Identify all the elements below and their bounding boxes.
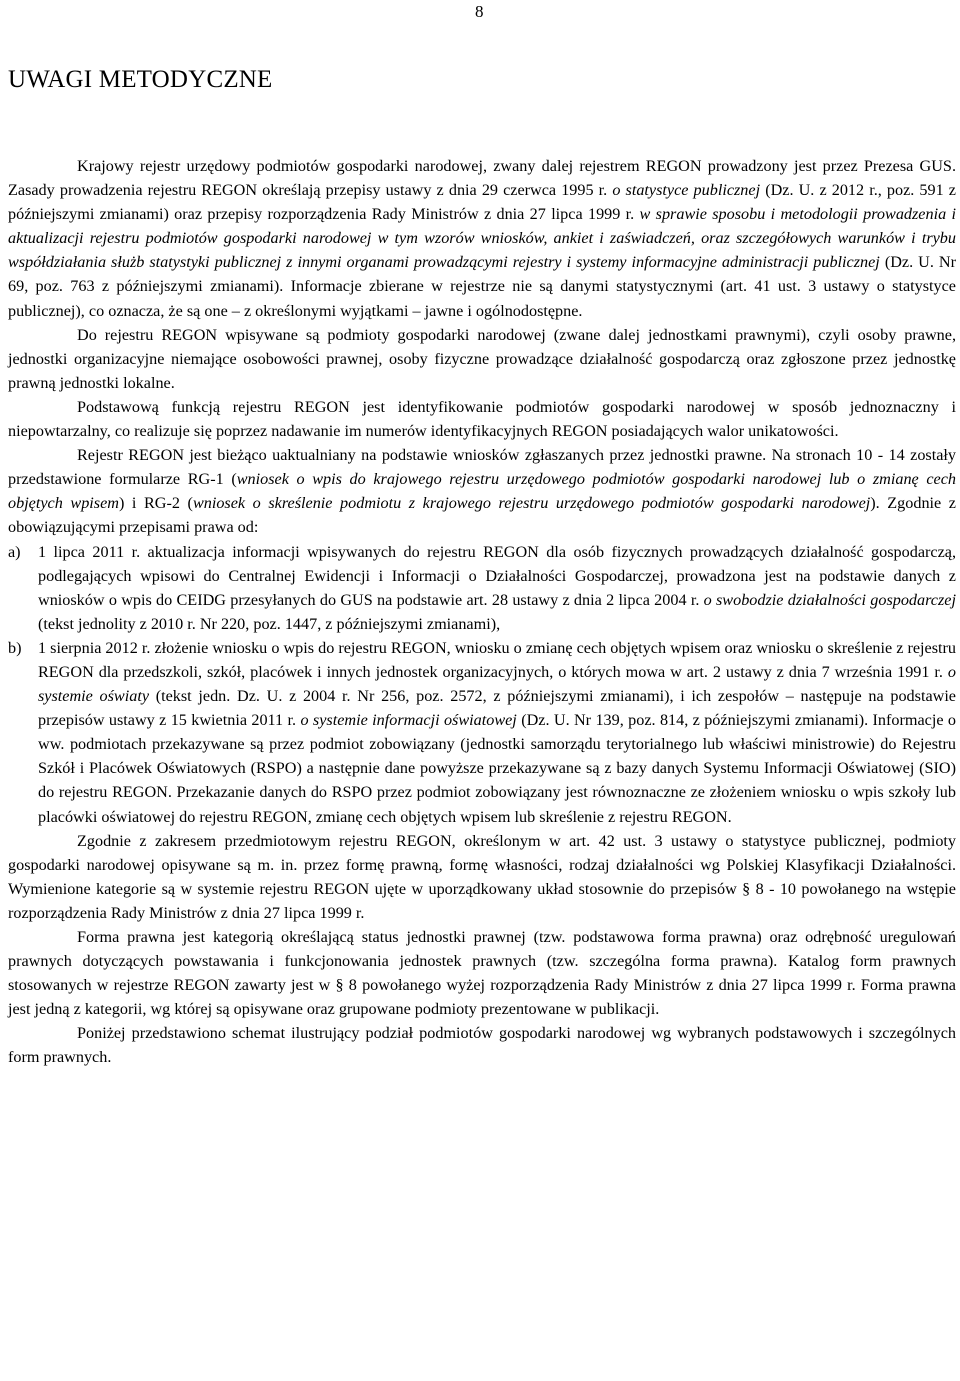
list-marker: a) — [8, 542, 21, 561]
list-marker: b) — [8, 638, 22, 657]
paragraph-legal-form: Forma prawna jest kategorią określającą status jednostki prawnej (tzw. podstawowa forma prawna) oraz odrębność uregulowań prawnych dotyczących powstawania i funkcjonowania jednostek prawnych (tzw. szczególna forma prawna). Katalog form prawnych stosowanych w rejestrze REGON zawarty jest w § 8 powołanego wyżej rozporządzenia Rady Ministrów z dnia 27 lipca 1999 r. Forma prawna jest jedną z kategorii, wg której są opisywane oraz grupowane podmioty prezentowane w publikacji. — [8, 928, 956, 1019]
paragraph-regon-intro: Krajowy rejestr urzędowy podmiotów gospodarki narodowej, zwany dalej rejestrem REGON prowadzony jest przez Prezesa GUS. Zasady prowadzenia rejestru REGON określają przepisy ustawy z dnia 29 czerwca 1995 r. o statystyce publicznej (Dz. U. z 2012 r., poz. 591 z późniejszymi zmianami) oraz przepisy rozporządzenia Rady Ministrów z dnia 27 lipca 1999 r. w sprawie sposobu i metodologii prowadzenia i aktualizacji rejestru podmiotów gospodarki narodowej w tym wzorów wniosków, ankiet i zaświadczeń, oraz szczegółowych warunków i trybu współdziałania służb statystyki publicznej z innymi organami prowadzącymi rejestry i systemy informacyjne administracji publicznej (Dz. U. Nr 69, poz. 763 z późniejszymi zmianami). Informacje zbierane w rejestrze nie są danymi statystycznymi (art. 41 ust. 3 ustawy o statystyce publicznej), co oznacza, że są one – z określonymi wyjątkami – jawne i ogólnodostępne. — [8, 157, 956, 320]
document-body — [8, 154, 956, 1070]
act-title-education-info: o systemie informacji oświatowej — [300, 711, 517, 730]
form-rg2-title: wniosek o skreślenie podmiotu z krajowego rejestru urzędowego podmiotów gospodarki narodowej — [192, 494, 871, 513]
act-title-statistics: o statystyce publicznej — [612, 181, 761, 200]
paragraph-scope: Zgodnie z zakresem przedmiotowym rejestru REGON, określonym w art. 42 ust. 3 ustawy o statystyce publicznej, podmioty gospodarki narodowej opisywane są m. in. przez formę prawną, formę własności, rodzaj działalności wg Polskiej Klasyfikacji Działalności. Wymienione kategorie są w systemie rejestru REGON ujęte w uporządkowany układ stosownie do przepisów § 8 - 10 powołanego na wstępie rozporządzenia Rady Ministrów z dnia 27 lipca 1999 r. — [8, 831, 956, 922]
list-item-b — [8, 636, 956, 829]
paragraph-updates: Rejestr REGON jest bieżąco uaktualniany na podstawie wniosków zgłaszanych przez jednostki prawne. Na stronach 10 - 14 zostały przedstawione formularze RG-1 (wniosek o wpis do krajowego rejestru urzędowego podmiotów gospodarki narodowej lub o zmianę cech objętych wpisem) i RG-2 (wniosek o skreślenie podmiotu z krajowego rejestru urzędowego podmiotów gospodarki narodowej). Zgodnie z obowiązującymi przepisami prawa od: — [8, 446, 956, 537]
page-title: UWAGI METODYCZNE — [8, 66, 273, 93]
list-item-a — [8, 540, 956, 636]
list-body: 1 lipca 2011 r. aktualizacja informacji wpisywanych do rejestru REGON dla osób fizycznych prowadzących działalność gospodarczą, podlegających wpisowi do Centralnej Ewidencji i Informacji o Działalności Gospodarczej, prowadzona jest na podstawie danych z wniosków o wpis do CEIDG przesyłanych do GUS na podstawie art. 28 ustawy z dnia 2 lipca 2004 r. o swobodzie działalności gospodarczej (tekst jednolity z 2010 r. Nr 220, poz. 1447, z późniejszymi zmianami), — [38, 542, 956, 633]
act-title-education-system: o systemie oświaty — [38, 662, 956, 706]
paragraph-function: Podstawową funkcją rejestru REGON jest identyfikowanie podmiotów gospodarki narodowej w sposób jednoznaczny i niepowtarzalny, co realizuje się poprzez nadawanie im numerów identyfikacyjnych REGON posiadających walor unikatowości. — [8, 397, 956, 441]
paragraph-entities: Do rejestru REGON wpisywane są podmioty gospodarki narodowej (zwane dalej jednostkami prawnymi), czyli osoby prawne, jednostki organizacyjne niemające osobowości prawnej, osoby fizyczne prowadzące działalność gospodarczą oraz zgłoszone przez jednostkę prawną jednostki lokalne. — [8, 325, 956, 392]
act-title-business: o swobodzie działalności gospodarczej — [703, 590, 956, 609]
paragraph-scheme-intro: Poniżej przedstawiono schemat ilustrujący podział podmiotów gospodarki narodowej wg wybranych podstawowych i szczególnych form prawnych. — [8, 1024, 956, 1067]
page-number: 8 — [475, 2, 484, 21]
form-rg1-title: wniosek o wpis do krajowego rejestru urzędowego podmiotów gospodarki narodowej lub o zmianę cech objętych wpisem — [8, 470, 956, 513]
regulation-title: w sprawie sposobu i metodologii prowadzenia i aktualizacji rejestru podmiotów gospodarki narodowej w tym wzorów wniosków, ankiet i zaświadczeń, oraz szczegółowych warunków i trybu współdziałania służb statystyki publicznej z innymi organami prowadzącymi rejestry i systemy informacyjne administracji publicznej — [8, 205, 956, 272]
list-body: 1 sierpnia 2012 r. złożenie wniosku o wpis do rejestru REGON, wniosku o zmianę cech objętych wpisem oraz wniosku o skreślenie z rejestru REGON dla przedszkoli, szkół, placówek i innych jednostek organizacyjnych, o których mowa w art. 2 ustawy z dnia 7 września 1991 r. o systemie oświaty (tekst jedn. Dz. U. z 2004 r. Nr 256, poz. 2572, z późniejszymi zmianami), i ich zespołów – następuje na podstawie przepisów ustawy z 15 kwietnia 2011 r. o systemie informacji oświatowej (Dz. U. Nr 139, poz. 814, z późniejszymi zmianami). Informacje o ww. podmiotach przekazywane są przez podmiot zobowiązany (jednostki samorządu terytorialnego lub właściwi ministrowie) do Rejestru Szkół i Placówek Oświatowych (RSPO) a następnie dane powyższe przekazywane są z bazy danych Systemu Informacji Oświatowej (SIO) do rejestru REGON. Przekazanie danych do RSPO przez podmiot zobowiązany jest równoznaczne ze złożeniem wniosku o wpis szkoły lub placówki oświatowej do rejestru REGON, zmianę cech objętych wpisem lub skreślenie z rejestru REGON. — [38, 638, 956, 826]
